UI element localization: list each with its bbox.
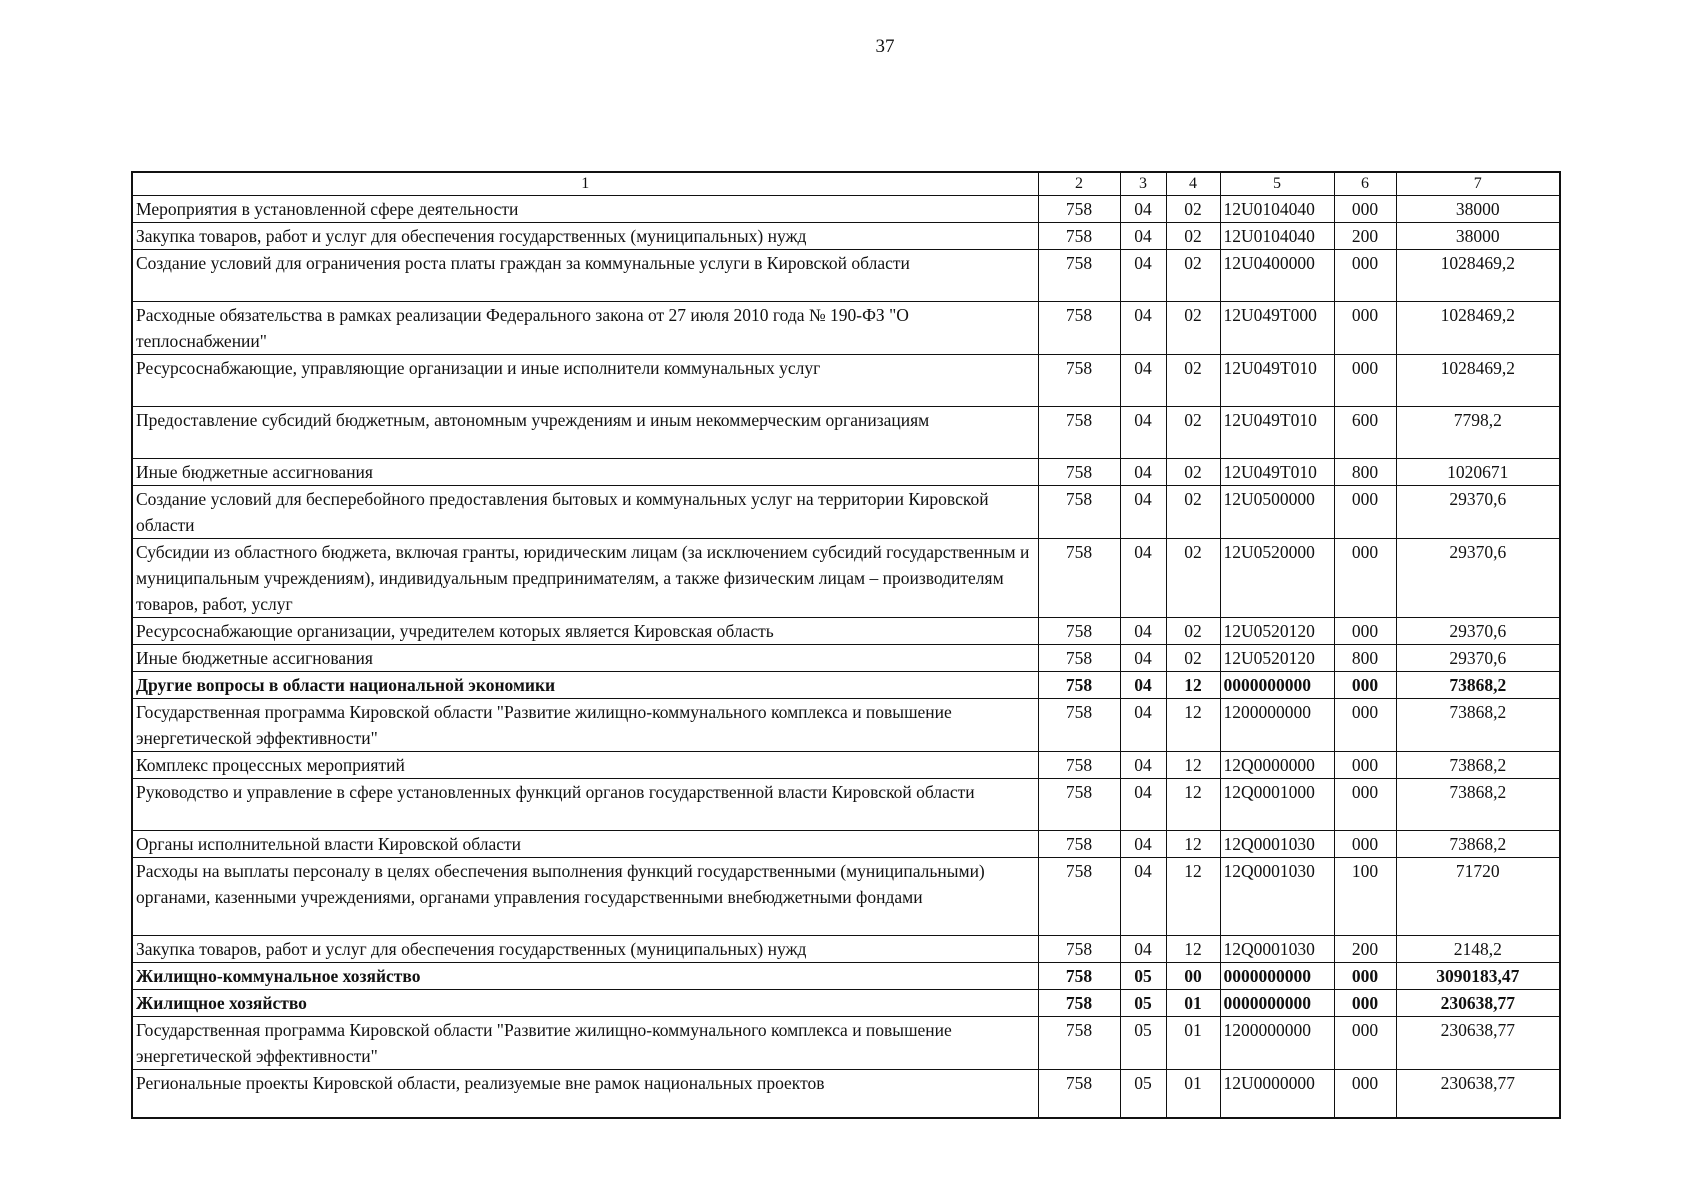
table-row xyxy=(132,250,1560,302)
header-cell: 6 xyxy=(1334,172,1396,196)
row-name: Региональные проекты Кировской области, реализуемые вне рамок национальных проектов xyxy=(132,1070,1038,1118)
row-code-col5: 1200000000 xyxy=(1220,1017,1334,1070)
row-code-col4: 02 xyxy=(1166,539,1220,618)
row-code-col2: 758 xyxy=(1038,990,1120,1017)
row-code-col2: 758 xyxy=(1038,963,1120,990)
row-code-col2: 758 xyxy=(1038,486,1120,539)
row-code-col5: 12U0520000 xyxy=(1220,539,1334,618)
row-amount: 29370,6 xyxy=(1396,618,1560,645)
row-code-col4: 02 xyxy=(1166,486,1220,539)
row-code-col3: 04 xyxy=(1120,407,1166,459)
row-amount: 73868,2 xyxy=(1396,779,1560,831)
table-row xyxy=(132,779,1560,831)
row-code-col2: 758 xyxy=(1038,355,1120,407)
table-row xyxy=(132,858,1560,936)
row-code-col5: 0000000000 xyxy=(1220,672,1334,699)
row-code-col4: 12 xyxy=(1166,672,1220,699)
row-code-col5: 12U0500000 xyxy=(1220,486,1334,539)
row-amount: 7798,2 xyxy=(1396,407,1560,459)
row-code-col6: 000 xyxy=(1334,990,1396,1017)
row-code-col5: 12U0104040 xyxy=(1220,223,1334,250)
row-code-col6: 200 xyxy=(1334,936,1396,963)
row-name: Руководство и управление в сфере установленных функций органов государственной власти Кировской области xyxy=(132,779,1038,831)
header-cell: 1 xyxy=(132,172,1038,196)
row-amount: 38000 xyxy=(1396,196,1560,223)
row-code-col5: 12U0400000 xyxy=(1220,250,1334,302)
row-code-col3: 05 xyxy=(1120,963,1166,990)
row-amount: 1028469,2 xyxy=(1396,355,1560,407)
row-code-col2: 758 xyxy=(1038,1017,1120,1070)
table-row xyxy=(132,407,1560,459)
row-code-col5: 12U049T010 xyxy=(1220,459,1334,486)
row-code-col4: 12 xyxy=(1166,779,1220,831)
row-amount: 29370,6 xyxy=(1396,645,1560,672)
row-code-col5: 12Q0001030 xyxy=(1220,858,1334,936)
row-amount: 73868,2 xyxy=(1396,699,1560,752)
row-code-col5: 12U0520120 xyxy=(1220,618,1334,645)
row-code-col2: 758 xyxy=(1038,699,1120,752)
table-row xyxy=(132,963,1560,990)
row-name: Иные бюджетные ассигнования xyxy=(132,459,1038,486)
row-code-col2: 758 xyxy=(1038,672,1120,699)
row-code-col4: 02 xyxy=(1166,196,1220,223)
row-name: Жилищно-коммунальное хозяйство xyxy=(132,963,1038,990)
table-row xyxy=(132,645,1560,672)
row-code-col3: 04 xyxy=(1120,302,1166,355)
row-code-col5: 12Q0000000 xyxy=(1220,752,1334,779)
row-code-col4: 12 xyxy=(1166,936,1220,963)
row-code-col2: 758 xyxy=(1038,618,1120,645)
row-code-col6: 000 xyxy=(1334,779,1396,831)
row-code-col2: 758 xyxy=(1038,223,1120,250)
row-amount: 29370,6 xyxy=(1396,486,1560,539)
row-name: Создание условий для ограничения роста платы граждан за коммунальные услуги в Кировской области xyxy=(132,250,1038,302)
table-row xyxy=(132,672,1560,699)
row-code-col6: 200 xyxy=(1334,223,1396,250)
row-name: Мероприятия в установленной сфере деятельности xyxy=(132,196,1038,223)
row-code-col3: 04 xyxy=(1120,672,1166,699)
row-code-col2: 758 xyxy=(1038,936,1120,963)
row-code-col6: 000 xyxy=(1334,963,1396,990)
row-code-col2: 758 xyxy=(1038,302,1120,355)
row-code-col3: 04 xyxy=(1120,618,1166,645)
row-amount: 1028469,2 xyxy=(1396,302,1560,355)
row-code-col2: 758 xyxy=(1038,752,1120,779)
row-name: Иные бюджетные ассигнования xyxy=(132,645,1038,672)
row-code-col6: 000 xyxy=(1334,196,1396,223)
row-code-col2: 758 xyxy=(1038,858,1120,936)
row-code-col3: 04 xyxy=(1120,250,1166,302)
row-code-col5: 12U0000000 xyxy=(1220,1070,1334,1118)
table-row xyxy=(132,752,1560,779)
table-row xyxy=(132,1070,1560,1118)
row-code-col4: 02 xyxy=(1166,250,1220,302)
row-code-col2: 758 xyxy=(1038,645,1120,672)
row-code-col6: 000 xyxy=(1334,250,1396,302)
row-code-col4: 12 xyxy=(1166,699,1220,752)
row-name: Расходы на выплаты персоналу в целях обеспечения выполнения функций государственными (муниципальными) органами, казенными учреждениями, органами управления государственными внебюджетными фондами xyxy=(132,858,1038,936)
row-code-col4: 02 xyxy=(1166,223,1220,250)
row-amount: 3090183,47 xyxy=(1396,963,1560,990)
row-amount: 230638,77 xyxy=(1396,1017,1560,1070)
row-code-col2: 758 xyxy=(1038,831,1120,858)
row-amount: 73868,2 xyxy=(1396,672,1560,699)
row-code-col6: 000 xyxy=(1334,672,1396,699)
row-code-col3: 04 xyxy=(1120,831,1166,858)
row-name: Расходные обязательства в рамках реализации Федерального закона от 27 июля 2010 года № 190-ФЗ "О теплоснабжении" xyxy=(132,302,1038,355)
row-code-col3: 05 xyxy=(1120,1017,1166,1070)
row-amount: 73868,2 xyxy=(1396,831,1560,858)
table-row xyxy=(132,459,1560,486)
row-code-col4: 02 xyxy=(1166,459,1220,486)
row-name: Государственная программа Кировской области "Развитие жилищно-коммунального комплекса и повышение энергетической эффективности" xyxy=(132,1017,1038,1070)
row-code-col6: 000 xyxy=(1334,699,1396,752)
row-code-col3: 04 xyxy=(1120,752,1166,779)
table-row xyxy=(132,990,1560,1017)
row-code-col6: 800 xyxy=(1334,459,1396,486)
row-name: Ресурсоснабжающие организации, учредителем которых является Кировская область xyxy=(132,618,1038,645)
row-name: Комплекс процессных мероприятий xyxy=(132,752,1038,779)
row-code-col4: 02 xyxy=(1166,407,1220,459)
row-name: Органы исполнительной власти Кировской области xyxy=(132,831,1038,858)
header-cell: 4 xyxy=(1166,172,1220,196)
page-number: 37 xyxy=(875,36,895,57)
row-code-col3: 04 xyxy=(1120,645,1166,672)
row-code-col6: 000 xyxy=(1334,1070,1396,1118)
row-code-col4: 02 xyxy=(1166,618,1220,645)
row-code-col3: 05 xyxy=(1120,990,1166,1017)
row-code-col3: 04 xyxy=(1120,196,1166,223)
row-code-col5: 12Q0001030 xyxy=(1220,831,1334,858)
row-code-col5: 0000000000 xyxy=(1220,990,1334,1017)
row-code-col3: 05 xyxy=(1120,1070,1166,1118)
row-code-col4: 12 xyxy=(1166,858,1220,936)
row-name: Создание условий для бесперебойного предоставления бытовых и коммунальных услуг на территории Кировской области xyxy=(132,486,1038,539)
row-code-col4: 01 xyxy=(1166,1070,1220,1118)
row-amount: 230638,77 xyxy=(1396,990,1560,1017)
table-row xyxy=(132,699,1560,752)
row-amount: 1020671 xyxy=(1396,459,1560,486)
row-name: Закупка товаров, работ и услуг для обеспечения государственных (муниципальных) нужд xyxy=(132,223,1038,250)
table-row xyxy=(132,831,1560,858)
table-row xyxy=(132,618,1560,645)
row-name: Ресурсоснабжающие, управляющие организации и иные исполнители коммунальных услуг xyxy=(132,355,1038,407)
row-code-col3: 04 xyxy=(1120,223,1166,250)
row-code-col3: 04 xyxy=(1120,355,1166,407)
row-amount: 230638,77 xyxy=(1396,1070,1560,1118)
row-code-col5: 12Q0001030 xyxy=(1220,936,1334,963)
row-code-col6: 000 xyxy=(1334,1017,1396,1070)
table-row xyxy=(132,355,1560,407)
row-code-col4: 02 xyxy=(1166,645,1220,672)
row-code-col5: 0000000000 xyxy=(1220,963,1334,990)
table-row xyxy=(132,486,1560,539)
row-code-col3: 04 xyxy=(1120,858,1166,936)
row-code-col6: 000 xyxy=(1334,618,1396,645)
header-cell: 7 xyxy=(1396,172,1560,196)
row-code-col2: 758 xyxy=(1038,539,1120,618)
row-code-col5: 12U0520120 xyxy=(1220,645,1334,672)
row-code-col5: 1200000000 xyxy=(1220,699,1334,752)
table-row xyxy=(132,539,1560,618)
row-code-col5: 12U049T010 xyxy=(1220,355,1334,407)
table-row xyxy=(132,936,1560,963)
table-row xyxy=(132,1017,1560,1070)
row-amount: 2148,2 xyxy=(1396,936,1560,963)
row-code-col6: 000 xyxy=(1334,831,1396,858)
row-code-col6: 100 xyxy=(1334,858,1396,936)
table-header-row xyxy=(132,172,1560,196)
row-code-col4: 02 xyxy=(1166,355,1220,407)
row-code-col6: 000 xyxy=(1334,539,1396,618)
table-row xyxy=(132,302,1560,355)
row-amount: 29370,6 xyxy=(1396,539,1560,618)
row-code-col3: 04 xyxy=(1120,936,1166,963)
table-row xyxy=(132,196,1560,223)
row-code-col6: 000 xyxy=(1334,752,1396,779)
row-code-col5: 12U049T000 xyxy=(1220,302,1334,355)
row-code-col2: 758 xyxy=(1038,779,1120,831)
row-name: Предоставление субсидий бюджетным, автономным учреждениям и иным некоммерческим организациям xyxy=(132,407,1038,459)
row-name: Другие вопросы в области национальной экономики xyxy=(132,672,1038,699)
row-code-col5: 12U0104040 xyxy=(1220,196,1334,223)
header-cell: 3 xyxy=(1120,172,1166,196)
row-code-col6: 000 xyxy=(1334,355,1396,407)
row-code-col6: 000 xyxy=(1334,486,1396,539)
row-code-col4: 00 xyxy=(1166,963,1220,990)
row-code-col4: 01 xyxy=(1166,1017,1220,1070)
row-code-col5: 12U049T010 xyxy=(1220,407,1334,459)
row-code-col3: 04 xyxy=(1120,779,1166,831)
table-row xyxy=(132,223,1560,250)
row-code-col2: 758 xyxy=(1038,196,1120,223)
row-code-col4: 01 xyxy=(1166,990,1220,1017)
row-code-col5: 12Q0001000 xyxy=(1220,779,1334,831)
row-name: Закупка товаров, работ и услуг для обеспечения государственных (муниципальных) нужд xyxy=(132,936,1038,963)
row-code-col6: 600 xyxy=(1334,407,1396,459)
row-code-col2: 758 xyxy=(1038,250,1120,302)
header-cell: 5 xyxy=(1220,172,1334,196)
row-code-col4: 12 xyxy=(1166,831,1220,858)
row-amount: 73868,2 xyxy=(1396,752,1560,779)
row-code-col3: 04 xyxy=(1120,459,1166,486)
row-code-col2: 758 xyxy=(1038,459,1120,486)
row-code-col3: 04 xyxy=(1120,699,1166,752)
row-name: Субсидии из областного бюджета, включая гранты, юридическим лицам (за исключением субсидий государственным и муниципальным учреждениям), индивидуальным предпринимателям, а также физическим лицам – производителям товаров, работ, услуг xyxy=(132,539,1038,618)
row-code-col4: 02 xyxy=(1166,302,1220,355)
row-amount: 1028469,2 xyxy=(1396,250,1560,302)
row-name: Жилищное хозяйство xyxy=(132,990,1038,1017)
row-code-col3: 04 xyxy=(1120,486,1166,539)
row-code-col6: 000 xyxy=(1334,302,1396,355)
row-name: Государственная программа Кировской области "Развитие жилищно-коммунального комплекса и повышение энергетической эффективности" xyxy=(132,699,1038,752)
header-cell: 2 xyxy=(1038,172,1120,196)
budget-table xyxy=(131,171,1561,1119)
row-code-col6: 800 xyxy=(1334,645,1396,672)
row-code-col2: 758 xyxy=(1038,407,1120,459)
row-code-col3: 04 xyxy=(1120,539,1166,618)
row-amount: 71720 xyxy=(1396,858,1560,936)
row-amount: 38000 xyxy=(1396,223,1560,250)
row-code-col4: 12 xyxy=(1166,752,1220,779)
row-code-col2: 758 xyxy=(1038,1070,1120,1118)
